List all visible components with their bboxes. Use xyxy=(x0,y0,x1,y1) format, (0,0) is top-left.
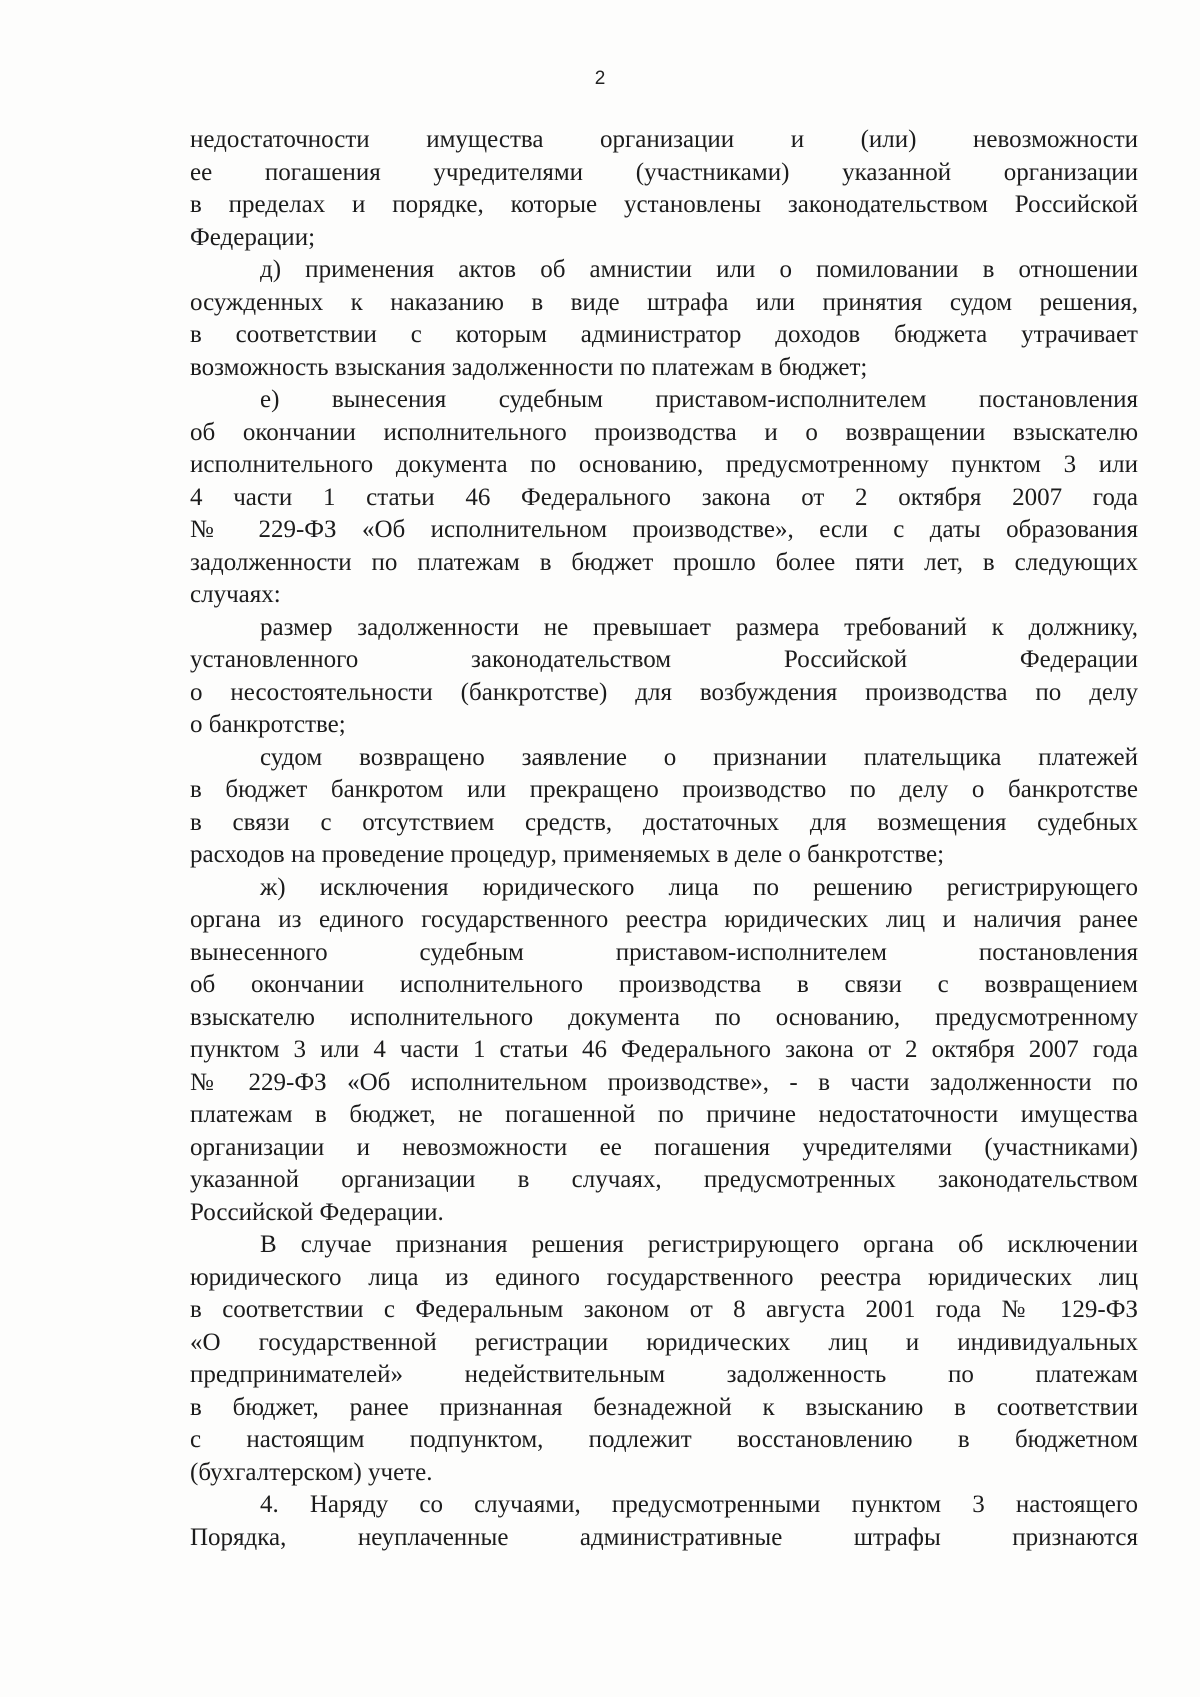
text-line: 4 части 1 статьи 46 Федерального закона от 2 октября 2007 года xyxy=(190,483,1138,511)
text-line: Российской Федерации. xyxy=(190,1198,444,1226)
text-line: указанной организации в случаях, предусмотренных законодательством xyxy=(190,1166,1138,1193)
page-number: 2 xyxy=(594,68,606,89)
text-line: установленного законодательством Российской Федерации xyxy=(190,646,1138,673)
text-line: № 229-ФЗ «Об исполнительном производстве», - в части задолженности по xyxy=(190,1068,1138,1096)
text-line: д) применения актов об амнистии или о помиловании в отношении xyxy=(260,256,1138,283)
text-line: организации и невозможности ее погашения учредителями (участниками) xyxy=(190,1133,1138,1161)
text-line: в соответствии с которым администратор доходов бюджета утрачивает xyxy=(190,321,1138,348)
text-line: В случае признания решения регистрирующего органа об исключении xyxy=(260,1231,1138,1258)
text-line: расходов на проведение процедур, применяемых в деле о банкротстве; xyxy=(190,841,945,868)
text-line: Федерации; xyxy=(190,223,316,251)
text-line: платежам в бюджет, не погашенной по причине недостаточности имущества xyxy=(190,1101,1138,1128)
text-line: размер задолженности не превышает размера требований к должнику, xyxy=(260,613,1138,641)
text-line: ее погашения учредителями (участниками) указанной организации xyxy=(190,158,1138,186)
text-line: вынесенного судебным приставом-исполнителем постановления xyxy=(190,938,1138,966)
text-line: с настоящим подпунктом, подлежит восстановлению в бюджетном xyxy=(190,1426,1138,1453)
text-line: ж) исключения юридического лица по решению регистрирующего xyxy=(260,873,1138,901)
document-body xyxy=(190,124,1138,1554)
text-line: об окончании исполнительного производства и о возвращении взыскателю xyxy=(190,418,1138,446)
text-line: в бюджет банкротом или прекращено производство по делу о банкротстве xyxy=(190,776,1138,803)
text-line: о банкротстве; xyxy=(190,711,346,738)
text-line: в соответствии с Федеральным законом от 8 августа 2001 года № 129-ФЗ xyxy=(190,1296,1138,1323)
text-line: юридического лица из единого государственного реестра юридических лиц xyxy=(190,1263,1138,1291)
text-line: «О государственной регистрации юридических лиц и индивидуальных xyxy=(190,1328,1138,1356)
text-line: об окончании исполнительного производства в связи с возвращением xyxy=(190,971,1138,998)
text-line: пунктом 3 или 4 части 1 статьи 46 Федерального закона от 2 октября 2007 года xyxy=(190,1036,1138,1063)
text-line: органа из единого государственного реестра юридических лиц и наличия ранее xyxy=(190,906,1138,933)
text-line: № 229-ФЗ «Об исполнительном производстве», если с даты образования xyxy=(190,516,1138,543)
text-line: (бухгалтерском) учете. xyxy=(190,1458,433,1486)
text-line: Порядка, неуплаченные административные штрафы признаются xyxy=(190,1523,1138,1551)
text-line: исполнительного документа по основанию, предусмотренному пунктом 3 или xyxy=(190,451,1138,478)
text-line: в бюджет, ранее признанная безнадежной к взысканию в соответствии xyxy=(190,1393,1138,1421)
text-line: предпринимателей» недействительным задолженность по платежам xyxy=(190,1361,1138,1388)
text-line: судом возвращено заявление о признании плательщика платежей xyxy=(260,743,1138,771)
text-line: задолженности по платежам в бюджет прошло более пяти лет, в следующих xyxy=(190,548,1138,576)
text-line: случаях: xyxy=(190,581,281,608)
text-line: недостаточности имущества организации и (или) невозможности xyxy=(190,126,1138,153)
text-line: возможность взыскания задолженности по платежам в бюджет; xyxy=(190,353,868,381)
text-line: взыскателю исполнительного документа по основанию, предусмотренному xyxy=(190,1003,1138,1031)
text-line: е) вынесения судебным приставом-исполнителем постановления xyxy=(260,386,1138,413)
text-line: 4. Наряду со случаями, предусмотренными пунктом 3 настоящего xyxy=(260,1491,1138,1518)
text-line: о несостоятельности (банкротстве) для возбуждения производства по делу xyxy=(190,678,1138,706)
text-line: осужденных к наказанию в виде штрафа или принятия судом решения, xyxy=(190,288,1138,316)
text-line: в связи с отсутствием средств, достаточных для возмещения судебных xyxy=(190,808,1138,836)
text-line: в пределах и порядке, которые установлены законодательством Российской xyxy=(190,191,1138,218)
